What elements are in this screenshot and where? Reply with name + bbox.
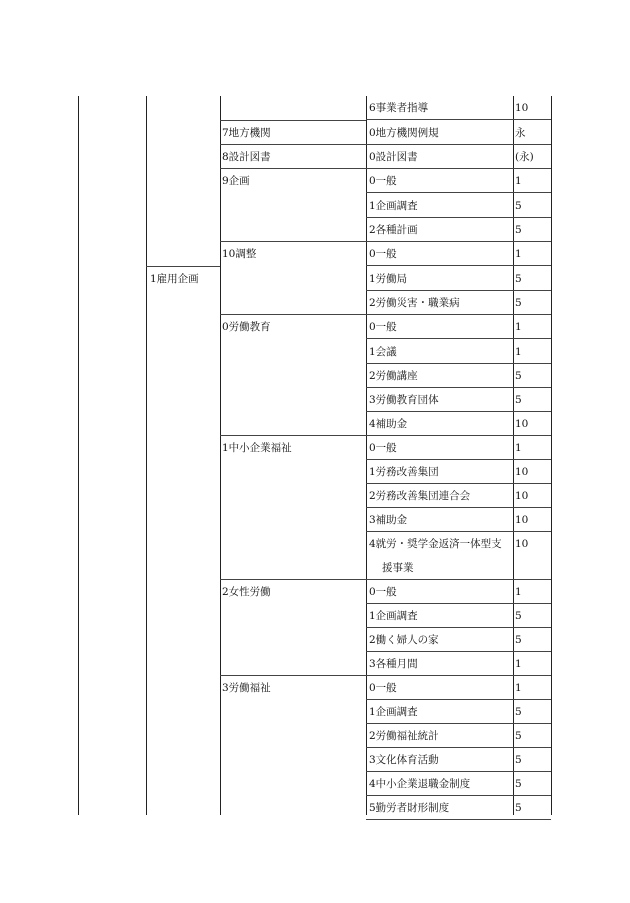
group-rule xyxy=(220,241,366,242)
row-rule xyxy=(366,819,551,820)
row-rule xyxy=(366,507,551,508)
row-rule xyxy=(366,603,551,604)
retention-period: 10 xyxy=(515,418,529,430)
row-rule xyxy=(366,192,551,193)
retention-period: (永) xyxy=(515,151,534,163)
item-name: 0一般 xyxy=(369,442,397,454)
category-label: 2女性労働 xyxy=(222,586,271,598)
row-rule xyxy=(366,699,551,700)
item-name-continued: 援事業 xyxy=(382,562,414,574)
row-rule xyxy=(366,627,551,628)
row-rule xyxy=(366,795,551,796)
item-name: 3労働教育団体 xyxy=(369,394,439,406)
category-label: 8設計図書 xyxy=(222,151,271,163)
item-name: 3文化体育活動 xyxy=(369,754,439,766)
retention-period: 10 xyxy=(515,538,529,550)
row-rule xyxy=(366,265,551,266)
column-rule xyxy=(513,96,514,815)
row-rule xyxy=(366,290,551,291)
item-name: 1労務改善集団 xyxy=(369,466,439,478)
retention-period: 1 xyxy=(515,586,522,598)
retention-period: 1 xyxy=(515,248,522,260)
retention-period: 5 xyxy=(515,730,522,742)
retention-period: 1 xyxy=(515,321,522,333)
retention-period: 5 xyxy=(515,370,522,382)
item-name: 0一般 xyxy=(369,248,397,260)
retention-period: 10 xyxy=(515,514,529,526)
item-name: 0一般 xyxy=(369,175,397,187)
row-rule xyxy=(366,747,551,748)
row-rule xyxy=(366,531,551,532)
retention-period: 1 xyxy=(515,682,522,694)
row-rule xyxy=(366,217,551,218)
row-rule xyxy=(366,363,551,364)
row-rule xyxy=(366,723,551,724)
retention-period: 1 xyxy=(515,346,522,358)
item-name: 2労働災害・職業病 xyxy=(369,297,460,309)
item-name: 3補助金 xyxy=(369,514,408,526)
category-label: 9企画 xyxy=(222,175,250,187)
item-name: 0地方機関例規 xyxy=(369,127,439,139)
retention-period: 5 xyxy=(515,706,522,718)
row-rule xyxy=(366,771,551,772)
item-name: 5勤労者財形制度 xyxy=(369,802,450,814)
row-rule xyxy=(366,119,551,120)
row-rule xyxy=(366,435,551,436)
row-rule xyxy=(366,675,551,676)
group-rule xyxy=(220,168,366,169)
item-name: 2働く婦人の家 xyxy=(369,634,439,646)
category-label: 1中小企業福祉 xyxy=(222,442,292,454)
row-rule xyxy=(366,144,551,145)
retention-period: 5 xyxy=(515,297,522,309)
retention-period: 1 xyxy=(515,175,522,187)
item-name: 1企画調査 xyxy=(369,610,418,622)
row-rule xyxy=(366,651,551,652)
category-label: 10調整 xyxy=(222,248,257,260)
section-label: 1雇用企画 xyxy=(150,273,199,285)
item-name: 0一般 xyxy=(369,586,397,598)
item-name: 0一般 xyxy=(369,321,397,333)
retention-period: 5 xyxy=(515,754,522,766)
item-name: 2各種計画 xyxy=(369,224,418,236)
column-rule xyxy=(78,96,79,815)
item-name: 0一般 xyxy=(369,682,397,694)
retention-period: 5 xyxy=(515,634,522,646)
column-rule xyxy=(366,96,367,815)
item-name: 1企画調査 xyxy=(369,706,418,718)
item-name: 2労務改善集団連合会 xyxy=(369,490,471,502)
retention-period: 5 xyxy=(515,802,522,814)
section-rule xyxy=(146,266,220,267)
group-rule xyxy=(220,435,366,436)
retention-period: 10 xyxy=(515,466,529,478)
category-label: 7地方機関 xyxy=(222,127,271,139)
retention-period: 5 xyxy=(515,200,522,212)
retention-period: 5 xyxy=(515,610,522,622)
item-name: 4中小企業退職金制度 xyxy=(369,778,471,790)
item-name: 1企画調査 xyxy=(369,200,418,212)
column-rule xyxy=(146,96,147,815)
retention-period: 5 xyxy=(515,778,522,790)
retention-period: 永 xyxy=(515,127,526,139)
retention-period: 10 xyxy=(515,102,529,114)
retention-period: 1 xyxy=(515,442,522,454)
row-rule xyxy=(366,411,551,412)
column-rule xyxy=(220,96,221,815)
group-rule xyxy=(220,120,366,121)
item-name: 4就労・奨学金返済一体型支 xyxy=(369,538,502,550)
category-label: 0労働教育 xyxy=(222,321,271,333)
row-rule xyxy=(366,387,551,388)
group-rule xyxy=(220,314,366,315)
item-name: 1労働局 xyxy=(369,273,408,285)
item-name: 6事業者指導 xyxy=(369,102,429,114)
item-name: 0設計図書 xyxy=(369,151,418,163)
retention-period: 5 xyxy=(515,224,522,236)
row-rule xyxy=(366,579,551,580)
retention-period: 5 xyxy=(515,394,522,406)
item-name: 2労働講座 xyxy=(369,370,418,382)
retention-period: 5 xyxy=(515,273,522,285)
row-rule xyxy=(366,338,551,339)
group-rule xyxy=(220,675,366,676)
row-rule xyxy=(366,459,551,460)
item-name: 1会議 xyxy=(369,346,397,358)
item-name: 2労働福祉統計 xyxy=(369,730,439,742)
row-rule xyxy=(366,483,551,484)
row-rule xyxy=(366,241,551,242)
item-name: 3各種月間 xyxy=(369,658,418,670)
row-rule xyxy=(366,314,551,315)
retention-period: 10 xyxy=(515,490,529,502)
group-rule xyxy=(220,144,366,145)
retention-period: 1 xyxy=(515,658,522,670)
column-rule xyxy=(551,96,552,815)
item-name: 4補助金 xyxy=(369,418,408,430)
row-rule xyxy=(366,168,551,169)
group-rule xyxy=(220,579,366,580)
category-label: 3労働福祉 xyxy=(222,682,271,694)
